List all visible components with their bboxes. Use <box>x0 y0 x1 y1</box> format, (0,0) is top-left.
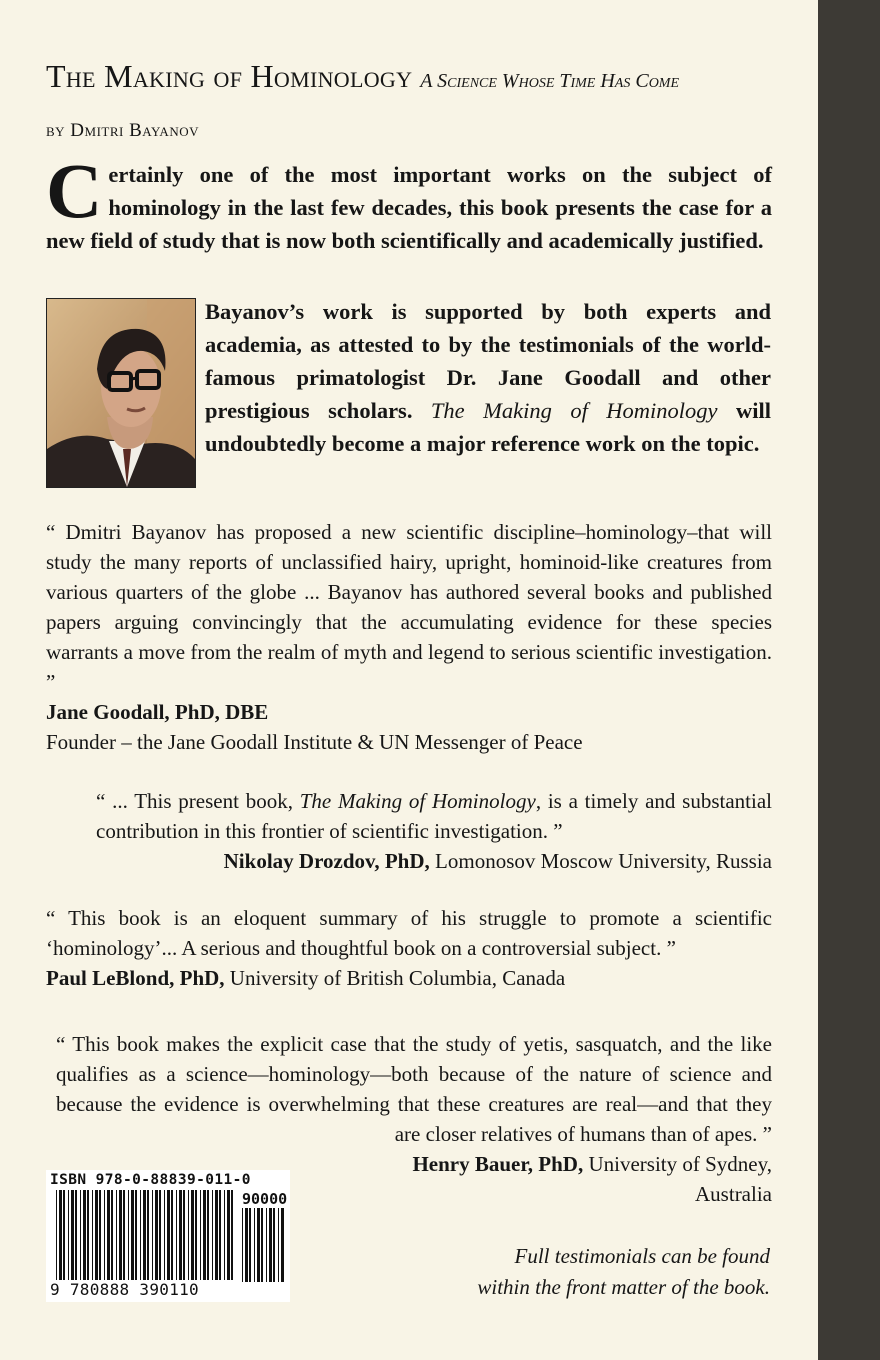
testimonial-leblond <box>46 903 772 993</box>
testimonial-name: Paul LeBlond, PhD, <box>46 966 230 990</box>
isbn-number: ISBN 978-0-88839-011-0 <box>50 1172 251 1188</box>
footer-note-line1: Full testimonials can be found <box>514 1244 770 1268</box>
ean-barcode-icon <box>56 1190 234 1282</box>
testimonial-affiliation: University of Sydney, <box>583 1152 772 1176</box>
testimonial-name: Henry Bauer, PhD, <box>412 1152 584 1176</box>
drop-cap: C <box>46 147 103 234</box>
blurb-text-after: will undoubtedly become a major reference work on the topic. <box>205 398 771 456</box>
testimonial-affiliation: Lomonosov Moscow University, Russia <box>429 849 772 873</box>
testimonial-quote <box>46 786 772 846</box>
testimonial-name: Jane Goodall, PhD, DBE <box>46 700 269 724</box>
title-main: The Making of Hominology <box>46 58 413 94</box>
blurb-book-title: The Making of Hominology <box>430 398 718 423</box>
price-barcode-icon <box>242 1208 286 1282</box>
testimonial-affiliation: University of British Columbia, Canada <box>229 966 566 990</box>
testimonial-drozdov <box>46 786 772 876</box>
blurb-paragraph <box>205 295 771 460</box>
testimonial-affiliation: Founder – the Jane Goodall Institute & UN Messenger of Peace <box>46 730 583 754</box>
book-title <box>46 58 816 95</box>
quote-book-title: The Making of Hominology <box>299 789 536 813</box>
intro-paragraph <box>46 147 772 257</box>
author-photo <box>46 298 196 488</box>
price-code: 90000 <box>242 1190 288 1208</box>
testimonial-quote: “ This book makes the explicit case that the study of yetis, sasquatch, and the like qualifies as a science—hominology—both because of the nature of science and because the evidence is overwhelming that these creatures are real—and that they are closer relatives of humans than of apes. ” <box>56 1032 772 1146</box>
title-subtitle: A Science Whose Time Has Come <box>420 70 680 92</box>
quote-text-before: “ ... This present book, <box>96 789 300 813</box>
testimonial-affiliation-country: Australia <box>695 1182 772 1206</box>
isbn-barcode <box>46 1170 290 1302</box>
testimonial-goodall <box>46 517 772 757</box>
author-byline: by Dmitri Bayanov <box>46 120 199 141</box>
ean-digits: 9 780888 390110 <box>50 1280 199 1299</box>
testimonial-name: Nikolay Drozdov, PhD, <box>223 849 430 873</box>
book-spine <box>818 0 880 1360</box>
quote-text-after: , is a timely and substantial contribution in this frontier of scientific investigation. ” <box>96 789 772 843</box>
testimonial-quote: “ Dmitri Bayanov has proposed a new scientific discipline–hominology–that will study the many reports of unclassified hairy, upright, hominoid-like creatures from various quarters of the globe ... Bayanov has authored several books and published papers arguing convincingly that the accumulating evidence for these species warrants a move from the realm of myth and legend to serious scientific investigation. ” <box>46 520 772 694</box>
footer-note-line2: within the front matter of the book. <box>477 1275 770 1299</box>
testimonial-quote: “ This book is an eloquent summary of his struggle to promote a scientific ‘hominology’... A serious and thoughtful book on a controversial subject. ” <box>46 906 772 960</box>
author-portrait-icon <box>47 299 195 487</box>
blurb-text-before: Bayanov’s work is supported by both experts and academia, as attested to by the testimonials of the world-famous primatologist Dr. Jane Goodall and other prestigious scholars. <box>205 299 771 423</box>
footer-note <box>440 1241 770 1303</box>
intro-text: ertainly one of the most important works on the subject of hominology in the last few decades, this book presents the case for a new field of study that is now both scientifically and academically justified. <box>46 162 772 253</box>
